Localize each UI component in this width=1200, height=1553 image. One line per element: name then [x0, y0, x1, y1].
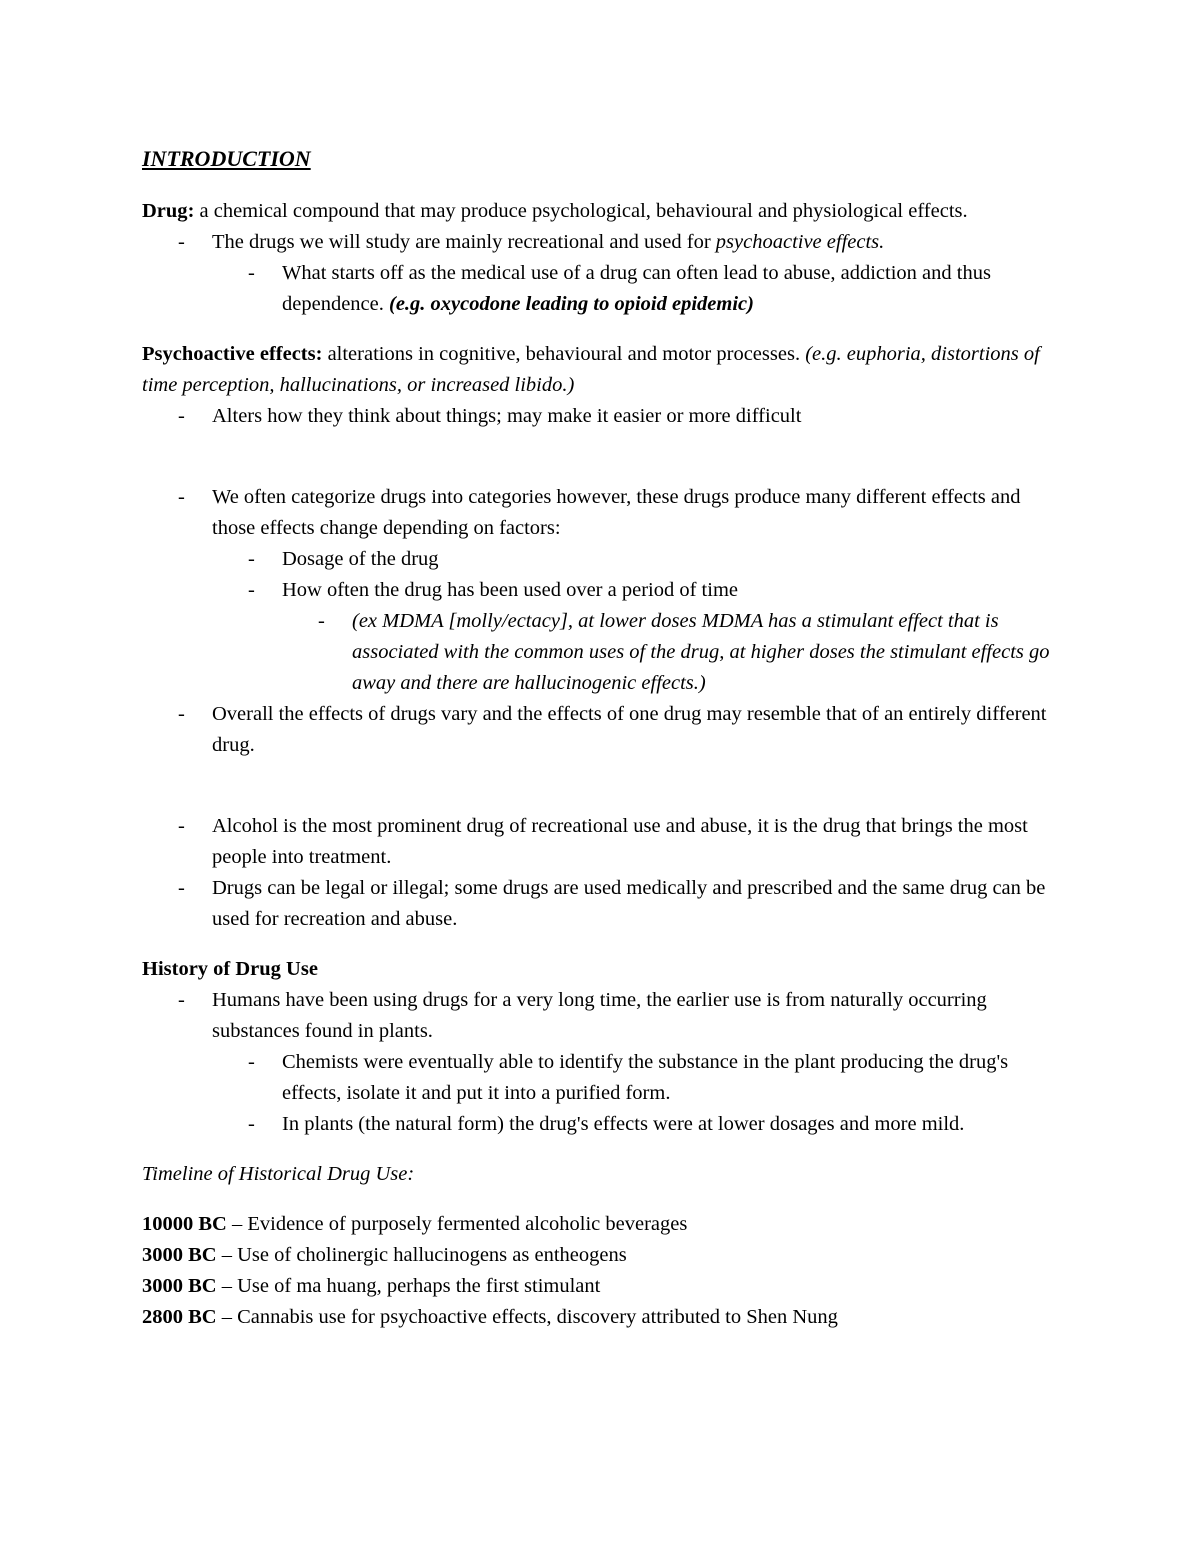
timeline-entry — [142, 1302, 1067, 1333]
psychoactive-text: alterations in cognitive, behavioural and motor processes. — [322, 343, 806, 365]
psychoactive-examples: (e.g. euphoria, distortions of time perception, hallucinations, or increased libido.) — [142, 343, 1040, 396]
drug-term-colon: : — [187, 200, 195, 222]
list-item — [212, 482, 1067, 699]
drug-term: Drug — [142, 200, 188, 222]
history-bullets — [142, 985, 1067, 1140]
bullet-text: We often categorize drugs into categories however, these drugs produce many different effects and those effects change depending on factors: — [212, 486, 1021, 539]
list-item — [212, 227, 1067, 320]
history-sub-bullets — [212, 1047, 1067, 1140]
timeline-year: 2800 BC — [142, 1306, 217, 1328]
timeline-year: 3000 BC — [142, 1275, 217, 1297]
list-item: - Dosage of the drug — [282, 544, 1067, 575]
bullet-italic: (e.g. oxycodone leading to opioid epidemic) — [389, 293, 754, 315]
timeline-entry — [142, 1240, 1067, 1271]
psychoactive-term: Psychoactive effects: — [142, 343, 323, 365]
bullet-text: Humans have been using drugs for a very long time, the earlier use is from naturally occurring substances found in plants. — [212, 989, 987, 1042]
categories-bullets — [142, 482, 1067, 761]
timeline-heading: Timeline of Historical Drug Use: — [142, 1163, 415, 1185]
timeline-list — [142, 1209, 1067, 1333]
psychoactive-definition — [142, 339, 1067, 401]
list-item: - Drugs can be legal or illegal; some drugs are used medically and prescribed and the same drug can be used for recreation and abuse. — [212, 873, 1067, 935]
list-item: - Alcohol is the most prominent drug of recreational use and abuse, it is the drug that brings the most people into treatment. — [212, 811, 1067, 873]
list-item — [282, 575, 1067, 699]
psychoactive-bullets — [142, 401, 1067, 432]
drug-definition-text: a chemical compound that may produce psychological, behavioural and physiological effects. — [194, 200, 968, 222]
bullet-text: The drugs we will study are mainly recreational and used for — [212, 231, 716, 253]
timeline-entry — [142, 1271, 1067, 1302]
list-item: - (ex MDMA [molly/ectacy], at lower doses MDMA has a stimulant effect that is associated with the common uses of the drug, at higher doses the stimulant effects go away and there are hallucinogenic effects.) — [352, 606, 1067, 699]
list-item: - Alters how they think about things; may make it easier or more difficult — [212, 401, 1067, 432]
timeline-text: – Use of ma huang, perhaps the first stimulant — [216, 1275, 601, 1297]
timeline-year: 3000 BC — [142, 1244, 217, 1266]
drug-bullets — [142, 227, 1067, 320]
list-item: - Overall the effects of drugs vary and the effects of one drug may resemble that of an entirely different drug. — [212, 699, 1067, 761]
timeline-text: – Cannabis use for psychoactive effects, discovery attributed to Shen Nung — [216, 1306, 838, 1328]
drug-definition — [142, 196, 1067, 227]
list-item: - In plants (the natural form) the drug's effects were at lower dosages and more mild. — [282, 1109, 1067, 1140]
timeline-text: – Evidence of purposely fermented alcoholic beverages — [226, 1213, 688, 1235]
bullet-text: How often the drug has been used over a period of time — [282, 579, 738, 601]
history-heading: History of Drug Use — [142, 958, 318, 980]
bullet-italic: psychoactive effects. — [715, 231, 885, 253]
list-item: - Chemists were eventually able to identify the substance in the plant producing the drug's effects, isolate it and put it into a purified form. — [282, 1047, 1067, 1109]
bullet-text: What starts off as the medical use of a drug can often lead to abuse, addiction and thus dependence. — [282, 262, 991, 315]
alcohol-bullets — [142, 811, 1067, 935]
document-content — [142, 143, 1067, 1333]
timeline-year: 10000 BC — [142, 1213, 227, 1235]
page-title: INTRODUCTION — [142, 146, 311, 171]
timeline-entry — [142, 1209, 1067, 1240]
list-item — [212, 985, 1067, 1140]
list-item — [282, 258, 1067, 320]
factors-sub-bullets — [212, 544, 1067, 699]
timeline-text: – Use of cholinergic hallucinogens as entheogens — [216, 1244, 627, 1266]
drug-sub-bullets — [212, 258, 1067, 320]
mdma-example-bullets — [282, 606, 1067, 699]
